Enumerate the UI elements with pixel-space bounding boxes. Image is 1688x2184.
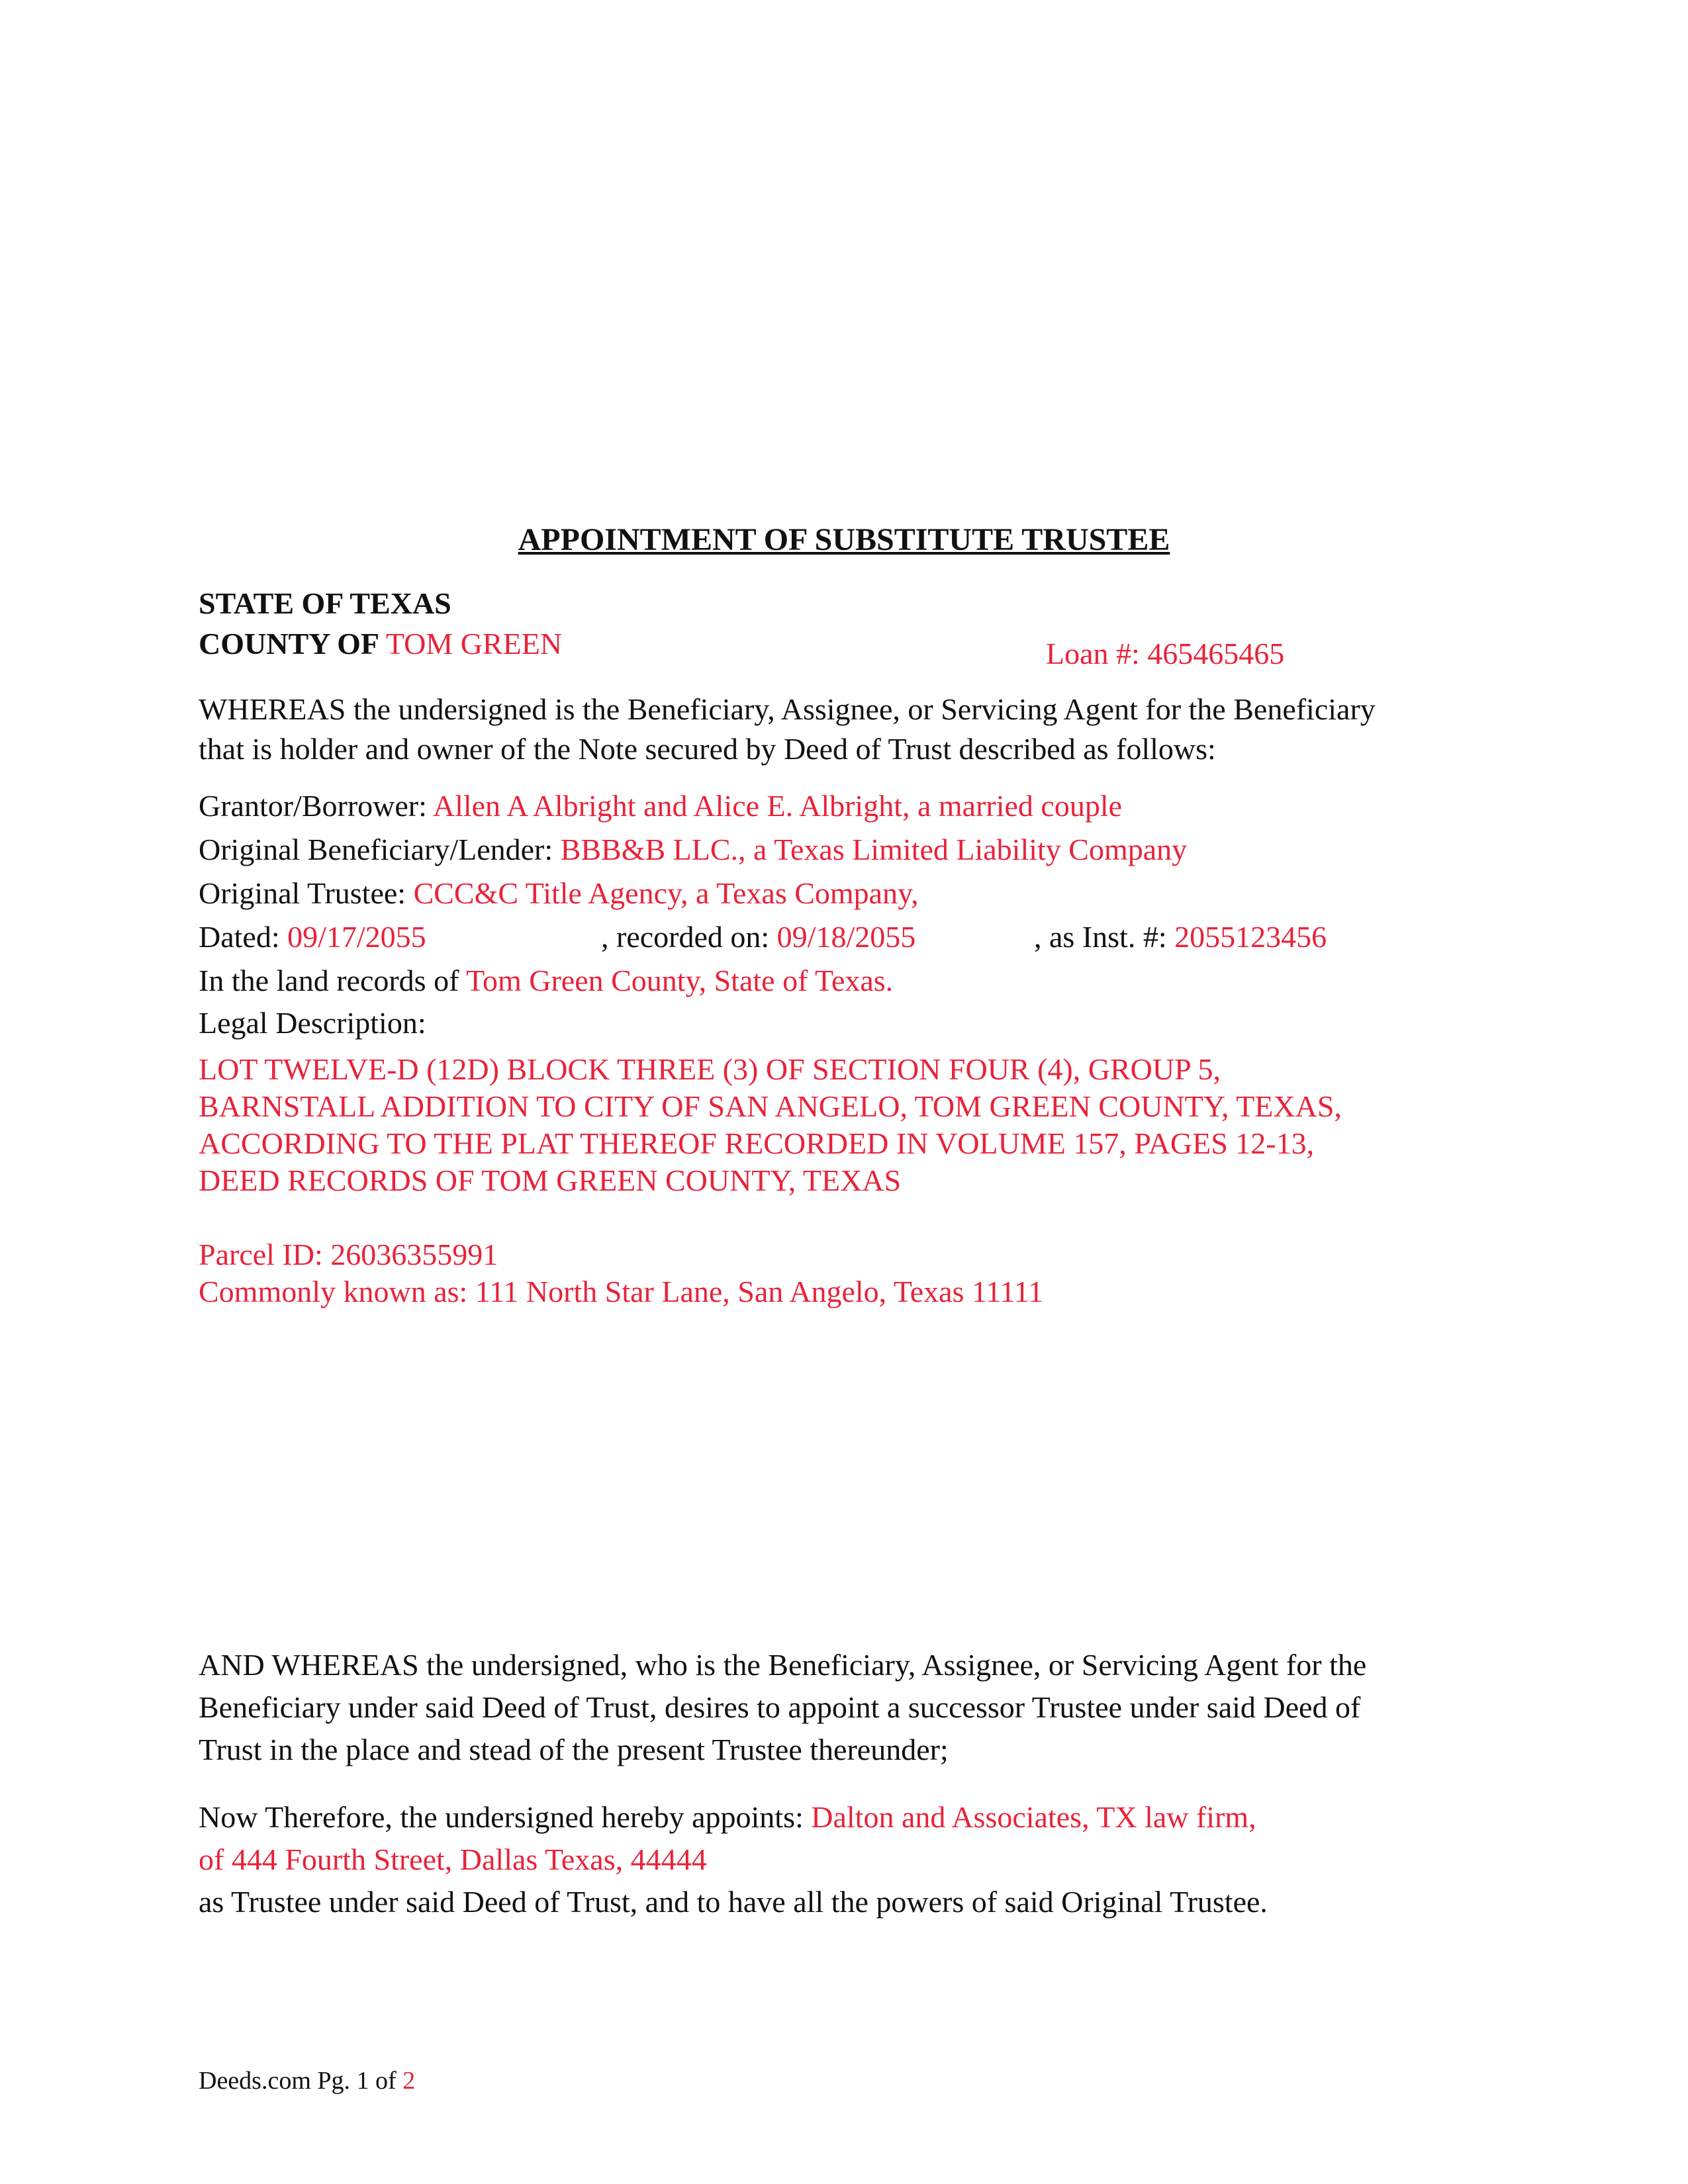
whereas-line-2: that is holder and owner of the Note secured by Deed of Trust described as follows:: [199, 732, 1216, 766]
and-whereas-paragraph: [199, 1644, 1366, 1771]
land-records-row: [199, 960, 893, 1002]
and-whereas-line: Trust in the place and stead of the present Trustee thereunder;: [199, 1733, 949, 1766]
now-therefore-row: [199, 1796, 1256, 1839]
legal-description-block: [199, 1051, 1342, 1199]
grantor-value: Allen A Albright and Alice E. Albright, a married couple: [432, 789, 1123, 823]
dated-label: Dated:: [199, 920, 280, 954]
legal-line: LOT TWELVE-D (12D) BLOCK THREE (3) OF SECTION FOUR (4), GROUP 5,: [199, 1052, 1221, 1086]
trustee-powers-line: as Trustee under said Deed of Trust, and to have all the powers of said Original Trustee.: [199, 1885, 1268, 1919]
lender-value: BBB&B LLC., a Texas Limited Liability Company: [560, 833, 1188, 866]
county-label: COUNTY OF: [199, 627, 379, 660]
loan-label: Loan #:: [1046, 637, 1140, 670]
trustee-row: [199, 872, 919, 915]
dated-value: 09/17/2055: [287, 920, 426, 954]
inst-row: [1034, 916, 1327, 958]
recorded-value: 09/18/2055: [776, 920, 916, 954]
inst-label: , as Inst. #:: [1034, 920, 1167, 954]
land-records-label: In the land records of: [199, 964, 459, 997]
now-therefore-label: Now Therefore, the undersigned hereby appoints:: [199, 1800, 804, 1834]
parcel-id-line: Parcel ID: 26036355991: [199, 1238, 498, 1271]
dated-row: [199, 916, 426, 958]
loan-value: 465465465: [1147, 637, 1285, 670]
inst-value: 2055123456: [1174, 920, 1327, 954]
county-value: TOM GREEN: [385, 627, 563, 660]
and-whereas-line: AND WHEREAS the undersigned, who is the Beneficiary, Assignee, or Servicing Agent for the: [199, 1648, 1367, 1682]
lender-row: [199, 829, 1187, 871]
land-records-value: Tom Green County, State of Texas.: [466, 964, 894, 997]
grantor-label: Grantor/Borrower:: [199, 789, 427, 823]
document-title: APPOINTMENT OF SUBSTITUTE TRUSTEE: [518, 522, 1170, 557]
footer-text: Deeds.com Pg. 1 of: [199, 2067, 397, 2095]
page-footer: [199, 2066, 415, 2095]
trustee-value: CCC&C Title Agency, a Texas Company,: [413, 876, 919, 910]
recorded-row: [601, 916, 915, 958]
appointee-line-1: Dalton and Associates, TX law firm,: [811, 1800, 1256, 1834]
legal-description-label: Legal Description:: [199, 1006, 426, 1040]
grantor-row: [199, 785, 1122, 827]
legal-line: ACCORDING TO THE PLAT THEREOF RECORDED IN VOLUME 157, PAGES 12-13,: [199, 1126, 1315, 1160]
state-line: STATE OF TEXAS: [199, 586, 451, 620]
loan-number: [1046, 633, 1284, 675]
whereas-line-1: WHEREAS the undersigned is the Beneficiary, Assignee, or Servicing Agent for the Beneficiary: [199, 692, 1376, 726]
and-whereas-line: Beneficiary under said Deed of Trust, desires to appoint a successor Trustee under said Deed of: [199, 1690, 1361, 1724]
appointee-line-2: of 444 Fourth Street, Dallas Texas, 44444: [199, 1843, 707, 1876]
legal-line: DEED RECORDS OF TOM GREEN COUNTY, TEXAS: [199, 1163, 902, 1197]
trustee-label: Original Trustee:: [199, 876, 406, 910]
county-line: [199, 626, 562, 661]
common-address-line: Commonly known as: 111 North Star Lane, San Angelo, Texas 11111: [199, 1275, 1044, 1308]
footer-page-total: 2: [402, 2067, 416, 2095]
legal-line: BARNSTALL ADDITION TO CITY OF SAN ANGELO, TOM GREEN COUNTY, TEXAS,: [199, 1089, 1342, 1123]
recorded-label: , recorded on:: [601, 920, 770, 954]
lender-label: Original Beneficiary/Lender:: [199, 833, 553, 866]
